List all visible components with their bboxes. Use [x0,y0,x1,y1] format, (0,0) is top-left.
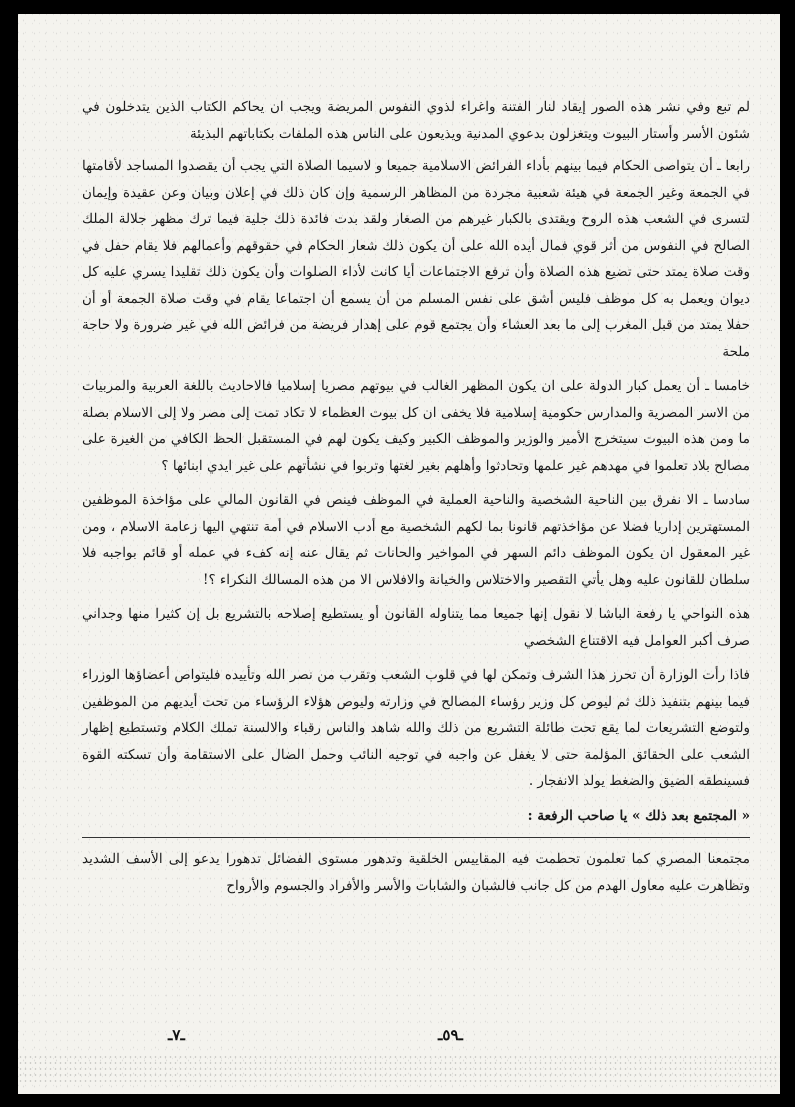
scan-dots [18,1054,780,1084]
paragraph-6: فاذا رأت الوزارة أن تحرز هذا الشرف وتمكن لها في قلوب الشعب وتقرب من نصر الله وتأييده فليتواص أعضاؤها الوزراء فيما بينهم بتنفيذ ذلك ثم ليوص كل وزير رؤساء المصالح في وزارته وليوص هؤلاء الرؤساء من تحت أيديهم من الموظفين ولتوضع التشريعات لما يقع تحت طائلة التشريع من ذلك والله شاهد والناس رقباء والالسنة تملك الكلام وتستطيع إظهار الشعب على الحقائق المؤلمة حتى لا يغفل عن واجبه في توجيه النائب وحمل الضال على الاستقامة وأن تسكته القوة فسينطقه الضيق والضغط يولد الانفجار . [82,667,750,789]
scanned-page [18,14,780,1094]
article-body [82,94,750,907]
page-number-left: ـ٧ـ [168,1026,185,1044]
paragraph-2: رابعا ـ أن يتواصى الحكام فيما بينهم بأداء الفرائض الاسلامية جميعا و لاسيما الصلاة التي يجب أن يقصدوا المساجد لأقامتها في الجمعة وغير الجمعة في هيئة شعبية مجردة من المظاهر الرسمية وإن كان ذلك في إعلان وبيان وعن عقيدة وإيمان لتسرى في الشعب هذه الروح ويقتدى بالكبار غيرهم من الصغار ولقد بدت فائدة ذلك جلية فيما ترك مظهر جلالة الملك الصالح في النفوس من أثر قوي فمال أيده الله على أن يكون ذلك شعار الحكام في حقوقهم وأعمالهم فلا يقام حفل في وقت صلاة يمتد حتى تضيع هذه الصلاة وأن ترفع الاجتماعات أيا كانت لأداء الصلوات وأن يكون ذلك تقليدا يسري عليه كل ديوان ويعمل به كل موظف فليس أشق على نفس المسلم من أن يسمع أن اجتماعا يقام في وقت صلاة الجمعة أو أن حفلا يمتد من قبل المغرب إلى ما بعد العشاء وأن يجتمع قوم على إهدار فريضة من فرائض الله في غير ضرورة ولا حاجة ملحة [82,158,750,360]
page-number-right: ـ٥٩ـ [438,1026,463,1044]
paragraph-5: هذه النواحي يا رفعة الباشا لا نقول إنها جميعا مما يتناوله القانون أو يستطيع إصلاحه بالتشريع بل إن كثيرا منها وجداني صرف أكبر العوامل فيه الاقتناع الشخصي [82,606,750,649]
paragraph-4: سادسا ـ الا نفرق بين الناحية الشخصية والناحية العملية في الموظف فينص في القانون المالي على مؤاخذة الموظفين المستهترين إداريا فضلا عن مؤاخذتهم قانونا بما لكهم الشخصية مع أدب الاسلام في أمة تنتهي اليها زعامة الاسلام ، ومن غير المعقول ان يكون الموظف دائم السهر في المواخير والحانات ثم يقال عنه إنه كفء في عمله أو قائم بواجبه فلا سلطان للقانون عليه وهل يأتي التقصير والاختلاس والخيانة والافلاس الا من هذه المسالك النكراء ؟! [82,492,750,588]
divider [82,837,750,838]
paragraph-3: خامسا ـ أن يعمل كبار الدولة على ان يكون المظهر الغالب في بيوتهم مصريا إسلاميا فالاحاديث باللغة العربية والمربيات من الاسر المصرية والمدارس حكومية إسلامية فلا يخفى ان كل بيوت العظماء لا تكاد تمت إلى مصر ولا إلى الاسلام بصلة ما ومن هذه البيوت سيتخرج الأمير والوزير والموظف الكبير وكيف يكون لهم في المستقبل الحظ الكافي من الغيرة على مصالح بلاد تعلموا في مهدهم غير علمها وتحادثوا وأهلهم بغير لغتها وتربوا في نشأتهم على غير ايدي ابنائها ؟ [82,378,750,474]
final-paragraph: مجتمعنا المصري كما تعلمون تحطمت فيه المقاييس الخلقية وتدهور مستوى الفضائل تدهورا يدعو إلى الأسف الشديد وتظاهرت عليه معاول الهدم من كل جانب فالشبان والشابات والأسر والأفراد والجسوم والأرواح [82,851,750,894]
paragraph-1: لم تبع وفي نشر هذه الصور إيقاد لنار الفتنة واغراء لذوي النفوس المريضة ويجب ان يحاكم الكتاب الذين يتدخلون في شئون الأسر وأستار البيوت ويتغزلون بدعوي المدنية ويذيعون على الناس هذه الملفات بكتاباتهم البذيئة [82,99,750,142]
section-heading: « المجتمع بعد ذلك » يا صاحب الرفعة : [527,807,750,824]
